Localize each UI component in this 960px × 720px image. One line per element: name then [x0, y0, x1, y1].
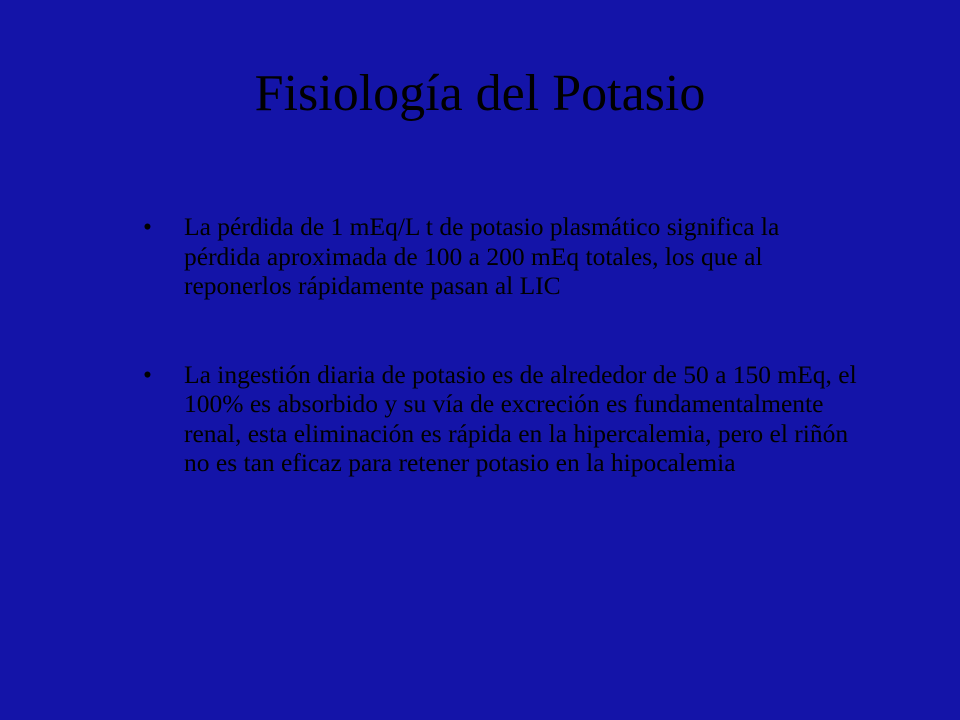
bullet-text-1: La pérdida de 1 mEq/L t de potasio plasmático significa la pérdida aproximada de 100 a 200 mEq totales, los que al reponerlos rápidamente pasan al LIC — [184, 212, 780, 300]
bullet-icon: • — [143, 212, 152, 241]
bullet-text-2: La ingestión diaria de potasio es de alrededor de 50 a 150 mEq, el 100% es absorbido y su vía de excreción es fundamentalmente renal, esta eliminación es rápida en la hipercalemia, pero el riñón no es tan eficaz para retener potasio en la hipocalemia — [184, 359, 857, 477]
bullet-icon: • — [143, 359, 152, 389]
bullet-item-2 — [140, 360, 860, 478]
bullet-list — [140, 212, 860, 478]
bullet-item-1 — [140, 212, 860, 301]
slide-title: Fisiología del Potasio — [254, 65, 706, 122]
